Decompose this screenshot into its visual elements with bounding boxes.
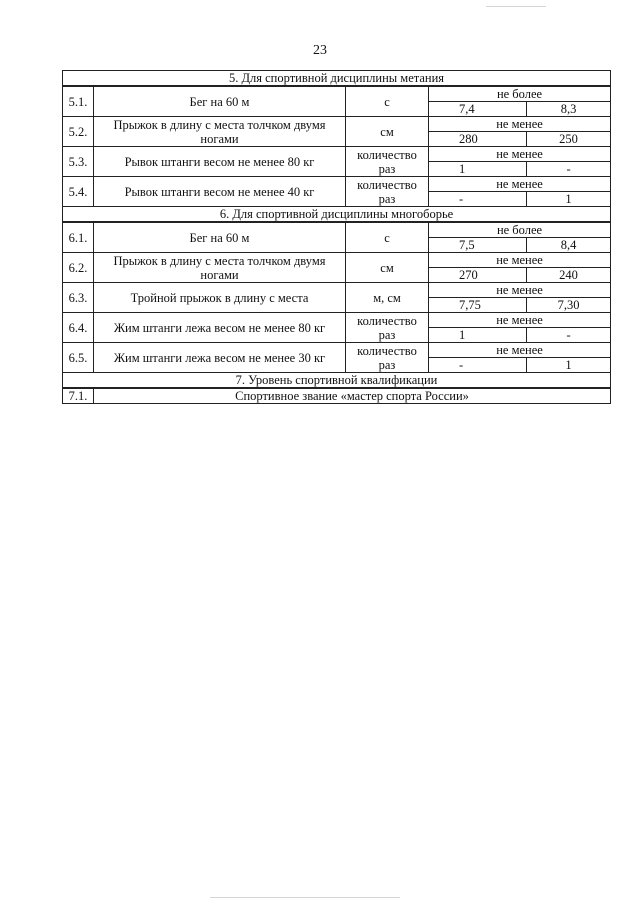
section-header-row: [63, 71, 611, 87]
norm-condition: не более: [429, 86, 611, 102]
table-row: [63, 283, 611, 298]
qualification-text: Спортивное звание «мастер спорта России»: [94, 388, 611, 404]
table-row: [63, 343, 611, 358]
test-name: Рывок штанги весом не менее 80 кг: [94, 147, 346, 177]
standards-table: [62, 70, 611, 404]
standards-table-body: [63, 71, 611, 404]
test-name: Прыжок в длину с места толчком двумя ногами: [94, 253, 346, 283]
norm-condition: не менее: [429, 313, 611, 328]
table-row: [63, 117, 611, 132]
norm-condition: не менее: [429, 147, 611, 162]
section-title: 7. Уровень спортивной квалификации: [63, 373, 611, 389]
table-row: [63, 86, 611, 102]
norm-value-women: 1: [527, 358, 611, 373]
norm-value-men: 280: [429, 132, 527, 147]
norm-value-women: -: [527, 328, 611, 343]
norm-condition: не более: [429, 222, 611, 238]
section-title: 6. Для спортивной дисциплины многоборье: [63, 207, 611, 223]
table-row: [63, 147, 611, 162]
norm-value-men: 270: [429, 268, 527, 283]
unit-of-measure: м, см: [346, 283, 429, 313]
page-number: 23: [313, 43, 327, 58]
section-title: 5. Для спортивной дисциплины метания: [63, 71, 611, 87]
norm-value-women: -: [527, 162, 611, 177]
row-number: 7.1.: [63, 388, 94, 404]
test-name: Жим штанги лежа весом не менее 30 кг: [94, 343, 346, 373]
row-number: 5.4.: [63, 177, 94, 207]
norm-value-men: 7,75: [429, 298, 527, 313]
table-row: [63, 177, 611, 192]
table-row: [63, 222, 611, 238]
test-name: Бег на 60 м: [94, 222, 346, 253]
norm-value-women: 8,4: [527, 238, 611, 253]
test-name: Рывок штанги весом не менее 40 кг: [94, 177, 346, 207]
qualification-row: [63, 388, 611, 404]
unit-of-measure: см: [346, 253, 429, 283]
unit-of-measure: с: [346, 86, 429, 117]
row-number: 6.2.: [63, 253, 94, 283]
norm-value-men: -: [429, 358, 527, 373]
norm-value-women: 8,3: [527, 102, 611, 117]
unit-of-measure: см: [346, 117, 429, 147]
norm-value-men: 1: [429, 162, 527, 177]
unit-of-measure: количество раз: [346, 147, 429, 177]
norm-condition: не менее: [429, 253, 611, 268]
norm-value-women: 250: [527, 132, 611, 147]
unit-of-measure: с: [346, 222, 429, 253]
test-name: Бег на 60 м: [94, 86, 346, 117]
table-row: [63, 313, 611, 328]
norm-value-women: 7,30: [527, 298, 611, 313]
section-header-row: [63, 373, 611, 389]
norm-value-men: 7,5: [429, 238, 527, 253]
unit-of-measure: количество раз: [346, 343, 429, 373]
scan-artifact: [486, 6, 546, 7]
row-number: 6.3.: [63, 283, 94, 313]
unit-of-measure: количество раз: [346, 177, 429, 207]
test-name: Тройной прыжок в длину с места: [94, 283, 346, 313]
unit-of-measure: количество раз: [346, 313, 429, 343]
row-number: 6.5.: [63, 343, 94, 373]
norm-condition: не менее: [429, 117, 611, 132]
test-name: Прыжок в длину с места толчком двумя ногами: [94, 117, 346, 147]
norm-value-men: 1: [429, 328, 527, 343]
section-header-row: [63, 207, 611, 223]
norm-condition: не менее: [429, 177, 611, 192]
row-number: 6.1.: [63, 222, 94, 253]
row-number: 6.4.: [63, 313, 94, 343]
row-number: 5.1.: [63, 86, 94, 117]
norm-value-men: -: [429, 192, 527, 207]
norm-value-men: 7,4: [429, 102, 527, 117]
norm-value-women: 1: [527, 192, 611, 207]
table-row: [63, 253, 611, 268]
row-number: 5.2.: [63, 117, 94, 147]
norm-condition: не менее: [429, 343, 611, 358]
row-number: 5.3.: [63, 147, 94, 177]
scan-artifact: [210, 897, 400, 898]
test-name: Жим штанги лежа весом не менее 80 кг: [94, 313, 346, 343]
norm-condition: не менее: [429, 283, 611, 298]
norm-value-women: 240: [527, 268, 611, 283]
